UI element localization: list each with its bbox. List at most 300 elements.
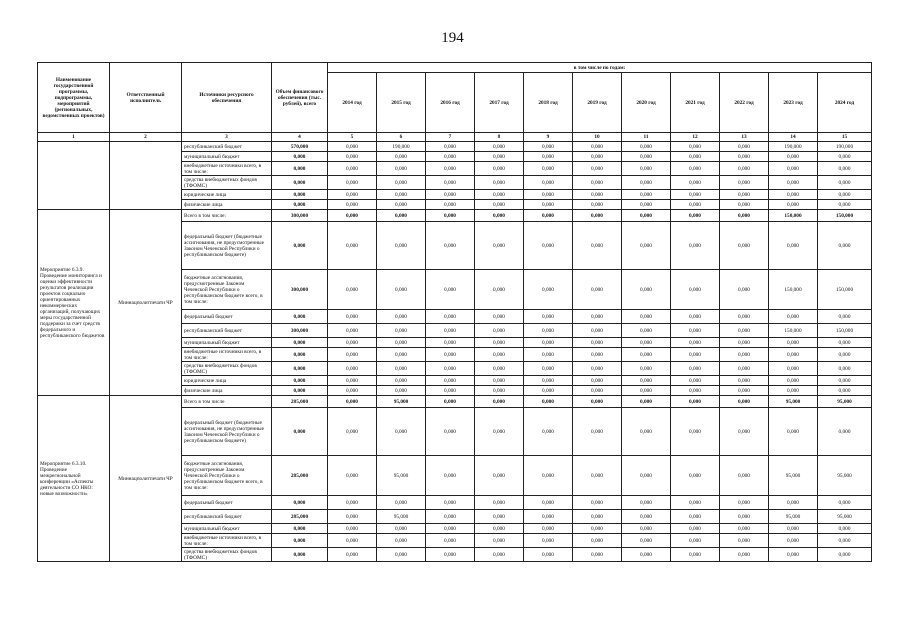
year-value-cell: 0,000	[573, 142, 622, 152]
year-value-cell: 0,000	[524, 338, 573, 348]
year-value-cell: 0,000	[769, 310, 818, 324]
table-row	[38, 142, 872, 152]
budget-table	[37, 62, 872, 562]
year-value-cell: 0,000	[573, 200, 622, 210]
year-value-cell: 0,000	[328, 310, 377, 324]
column-number: 1	[38, 133, 110, 142]
year-value-cell: 0,000	[720, 222, 769, 270]
year-value-cell: 0,000	[720, 408, 769, 456]
total-value-cell: 0,000	[272, 534, 328, 548]
year-value-cell: 0,000	[524, 270, 573, 310]
year-value-cell: 0,000	[328, 162, 377, 176]
year-value-cell: 0,000	[475, 408, 524, 456]
year-value-cell: 150,000	[818, 324, 872, 338]
year-value-cell: 0,000	[573, 162, 622, 176]
column-number: 13	[720, 133, 769, 142]
year-value-cell: 0,000	[328, 142, 377, 152]
column-number: 12	[671, 133, 720, 142]
year-value-cell: 0,000	[573, 510, 622, 524]
executor-cell: Миннацполитпечати ЧР	[110, 396, 182, 562]
year-value-cell: 0,000	[622, 338, 671, 348]
activity-name-cell	[38, 142, 110, 210]
year-value-cell: 0,000	[328, 324, 377, 338]
executor-cell	[110, 142, 182, 210]
year-value-cell: 0,000	[573, 338, 622, 348]
year-value-cell: 0,000	[769, 222, 818, 270]
year-value-cell: 0,000	[769, 162, 818, 176]
year-value-cell: 0,000	[769, 386, 818, 396]
column-number: 6	[377, 133, 426, 142]
header-name: Наименование государственной программы, подпрограммы, мероприятий (региональных, ведомственных проектов)	[38, 63, 110, 133]
source-cell: муниципальный бюджет	[182, 524, 272, 534]
year-value-cell: 150,000	[818, 210, 872, 222]
year-value-cell: 0,000	[524, 310, 573, 324]
year-value-cell: 0,000	[328, 386, 377, 396]
year-value-cell: 0,000	[426, 396, 475, 408]
year-value-cell: 0,000	[818, 338, 872, 348]
year-value-cell: 0,000	[426, 510, 475, 524]
year-value-cell: 0,000	[475, 222, 524, 270]
year-value-cell: 0,000	[377, 222, 426, 270]
year-value-cell: 0,000	[426, 222, 475, 270]
year-value-cell: 0,000	[622, 376, 671, 386]
year-value-cell: 0,000	[573, 534, 622, 548]
year-value-cell: 0,000	[475, 310, 524, 324]
year-value-cell: 0,000	[524, 496, 573, 510]
year-value-cell: 0,000	[524, 524, 573, 534]
column-number: 11	[622, 133, 671, 142]
year-value-cell: 0,000	[475, 534, 524, 548]
year-value-cell: 0,000	[720, 200, 769, 210]
year-value-cell: 0,000	[720, 548, 769, 562]
year-value-cell: 0,000	[818, 348, 872, 362]
year-value-cell: 0,000	[524, 142, 573, 152]
year-value-cell: 0,000	[426, 200, 475, 210]
year-value-cell: 0,000	[671, 338, 720, 348]
source-cell: Всего в том числе:	[182, 210, 272, 222]
source-cell: федеральный бюджет (бюджетные ассигнования, не предусмотренные Законом Чеченской Республики о республиканском бюджете)	[182, 222, 272, 270]
year-value-cell: 0,000	[622, 362, 671, 376]
year-value-cell: 0,000	[671, 548, 720, 562]
year-value-cell: 0,000	[524, 348, 573, 362]
year-value-cell: 0,000	[426, 348, 475, 362]
year-value-cell: 0,000	[377, 324, 426, 338]
year-value-cell: 0,000	[720, 176, 769, 190]
year-value-cell: 0,000	[475, 524, 524, 534]
year-value-cell: 0,000	[769, 376, 818, 386]
year-value-cell: 0,000	[475, 162, 524, 176]
year-value-cell: 0,000	[573, 456, 622, 496]
year-value-cell: 0,000	[573, 376, 622, 386]
year-value-cell: 0,000	[769, 348, 818, 362]
year-value-cell: 0,000	[573, 190, 622, 200]
year-value-cell: 0,000	[573, 408, 622, 456]
year-value-cell: 0,000	[818, 496, 872, 510]
column-number: 5	[328, 133, 377, 142]
year-value-cell: 0,000	[622, 408, 671, 456]
year-value-cell: 0,000	[622, 510, 671, 524]
total-value-cell: 300,000	[272, 324, 328, 338]
header-year: 2024 год	[818, 73, 872, 133]
total-value-cell: 570,000	[272, 142, 328, 152]
source-cell: федеральный бюджет	[182, 496, 272, 510]
total-value-cell: 0,000	[272, 162, 328, 176]
year-value-cell: 0,000	[377, 338, 426, 348]
year-value-cell: 0,000	[573, 210, 622, 222]
column-number: 10	[573, 133, 622, 142]
year-value-cell: 0,000	[622, 142, 671, 152]
year-value-cell: 0,000	[328, 548, 377, 562]
year-value-cell: 0,000	[377, 190, 426, 200]
year-value-cell: 0,000	[377, 310, 426, 324]
year-value-cell: 0,000	[475, 176, 524, 190]
total-value-cell: 285,000	[272, 456, 328, 496]
year-value-cell: 0,000	[720, 152, 769, 162]
total-value-cell: 0,000	[272, 386, 328, 396]
activity-name-cell: Мероприятие 6.3.10. Проведение межрегиональной конференции «Аспекты деятельности СО НКО: новые возможности»	[38, 396, 110, 562]
total-value-cell: 0,000	[272, 348, 328, 362]
column-number: 15	[818, 133, 872, 142]
column-number: 9	[524, 133, 573, 142]
total-value-cell: 300,000	[272, 270, 328, 310]
year-value-cell: 0,000	[377, 534, 426, 548]
source-cell: бюджетные ассигнования, предусмотренные Законом Чеченской Республики о республиканском бюджете всего, в том числе:	[182, 456, 272, 496]
total-value-cell: 0,000	[272, 190, 328, 200]
source-cell: республиканский бюджет	[182, 142, 272, 152]
column-number: 2	[110, 133, 182, 142]
year-value-cell: 0,000	[377, 524, 426, 534]
column-number: 4	[272, 133, 328, 142]
year-value-cell: 0,000	[720, 386, 769, 396]
year-value-cell: 0,000	[475, 362, 524, 376]
year-value-cell: 0,000	[573, 324, 622, 338]
header-year: 2021 год	[671, 73, 720, 133]
year-value-cell: 0,000	[671, 524, 720, 534]
year-value-cell: 0,000	[475, 396, 524, 408]
year-value-cell: 0,000	[426, 310, 475, 324]
year-value-cell: 0,000	[720, 162, 769, 176]
source-cell: внебюджетные источники всего, в том числе:	[182, 162, 272, 176]
year-value-cell: 0,000	[475, 200, 524, 210]
year-value-cell: 0,000	[622, 270, 671, 310]
year-value-cell: 0,000	[671, 152, 720, 162]
year-value-cell: 0,000	[769, 362, 818, 376]
table-row	[38, 396, 872, 408]
header-sources: Источники ресурсного обеспечения	[182, 63, 272, 133]
year-value-cell: 0,000	[475, 456, 524, 496]
year-value-cell: 0,000	[622, 152, 671, 162]
year-value-cell: 0,000	[328, 524, 377, 534]
column-number: 14	[769, 133, 818, 142]
table-row	[38, 210, 872, 222]
year-value-cell: 0,000	[720, 310, 769, 324]
year-value-cell: 0,000	[573, 396, 622, 408]
year-value-cell: 150,000	[769, 324, 818, 338]
year-value-cell: 0,000	[671, 270, 720, 310]
year-value-cell: 0,000	[818, 376, 872, 386]
year-value-cell: 0,000	[720, 142, 769, 152]
year-value-cell: 0,000	[671, 200, 720, 210]
year-value-cell: 0,000	[720, 524, 769, 534]
year-value-cell: 0,000	[377, 348, 426, 362]
header-year: 2018 год	[524, 73, 573, 133]
header-year: 2014 год	[328, 73, 377, 133]
year-value-cell: 0,000	[524, 548, 573, 562]
year-value-cell: 0,000	[377, 210, 426, 222]
year-value-cell: 0,000	[671, 310, 720, 324]
year-value-cell: 0,000	[573, 386, 622, 396]
table-body	[38, 142, 872, 562]
year-value-cell: 95,000	[818, 396, 872, 408]
year-value-cell: 0,000	[573, 310, 622, 324]
year-value-cell: 0,000	[426, 362, 475, 376]
header-year: 2017 год	[475, 73, 524, 133]
year-value-cell: 0,000	[377, 386, 426, 396]
year-value-cell: 0,000	[573, 222, 622, 270]
year-value-cell: 0,000	[671, 376, 720, 386]
year-value-cell: 0,000	[524, 362, 573, 376]
year-value-cell: 0,000	[769, 496, 818, 510]
column-numbers-row	[38, 133, 872, 142]
year-value-cell: 95,000	[377, 456, 426, 496]
year-value-cell: 0,000	[818, 524, 872, 534]
total-value-cell: 285,000	[272, 510, 328, 524]
year-value-cell: 0,000	[328, 270, 377, 310]
year-value-cell: 0,000	[671, 190, 720, 200]
year-value-cell: 0,000	[328, 510, 377, 524]
year-value-cell: 0,000	[426, 190, 475, 200]
year-value-cell: 0,000	[524, 162, 573, 176]
year-value-cell: 0,000	[426, 408, 475, 456]
source-cell: внебюджетные источники всего, в том числе:	[182, 348, 272, 362]
year-value-cell: 0,000	[328, 396, 377, 408]
year-value-cell: 0,000	[769, 338, 818, 348]
year-value-cell: 0,000	[818, 190, 872, 200]
year-value-cell: 0,000	[720, 210, 769, 222]
total-value-cell: 0,000	[272, 548, 328, 562]
year-value-cell: 0,000	[475, 270, 524, 310]
year-value-cell: 0,000	[426, 162, 475, 176]
year-value-cell: 0,000	[426, 534, 475, 548]
year-value-cell: 0,000	[475, 510, 524, 524]
year-value-cell: 0,000	[622, 496, 671, 510]
header-year: 2015 год	[377, 73, 426, 133]
total-value-cell: 0,000	[272, 524, 328, 534]
column-number: 8	[475, 133, 524, 142]
year-value-cell: 0,000	[573, 524, 622, 534]
year-value-cell: 0,000	[377, 408, 426, 456]
year-value-cell: 0,000	[377, 200, 426, 210]
year-value-cell: 0,000	[622, 190, 671, 200]
source-cell: средства внебюджетных фондов (ТФОМС)	[182, 362, 272, 376]
year-value-cell: 0,000	[573, 548, 622, 562]
year-value-cell: 0,000	[720, 338, 769, 348]
year-value-cell: 150,000	[818, 270, 872, 310]
source-cell: средства внебюджетных фондов (ТФОМС)	[182, 548, 272, 562]
header-year: 2023 год	[769, 73, 818, 133]
source-cell: бюджетные ассигнования, предусмотренные Законом Чеченской Республики о республиканском бюджете всего, в том числе:	[182, 270, 272, 310]
source-cell: Всего в том числе	[182, 396, 272, 408]
year-value-cell: 0,000	[475, 338, 524, 348]
year-value-cell: 0,000	[769, 548, 818, 562]
year-value-cell: 0,000	[671, 496, 720, 510]
year-value-cell: 0,000	[622, 324, 671, 338]
year-value-cell: 0,000	[524, 386, 573, 396]
year-value-cell: 0,000	[818, 152, 872, 162]
year-value-cell: 0,000	[671, 510, 720, 524]
year-value-cell: 0,000	[328, 210, 377, 222]
year-value-cell: 0,000	[720, 324, 769, 338]
year-value-cell: 0,000	[769, 408, 818, 456]
header-year: 2016 год	[426, 73, 475, 133]
year-value-cell: 190,000	[769, 142, 818, 152]
source-cell: федеральный бюджет	[182, 310, 272, 324]
year-value-cell: 0,000	[573, 152, 622, 162]
total-value-cell: 0,000	[272, 338, 328, 348]
year-value-cell: 0,000	[671, 408, 720, 456]
year-value-cell: 0,000	[524, 200, 573, 210]
year-value-cell: 0,000	[328, 376, 377, 386]
total-value-cell: 285,000	[272, 396, 328, 408]
year-value-cell: 0,000	[573, 496, 622, 510]
year-value-cell: 0,000	[328, 348, 377, 362]
year-value-cell: 0,000	[426, 324, 475, 338]
year-value-cell: 0,000	[769, 200, 818, 210]
year-value-cell: 0,000	[524, 222, 573, 270]
year-value-cell: 0,000	[671, 386, 720, 396]
year-value-cell: 0,000	[524, 456, 573, 496]
source-cell: юридические лица	[182, 190, 272, 200]
year-value-cell: 0,000	[769, 152, 818, 162]
year-value-cell: 0,000	[720, 376, 769, 386]
year-value-cell: 0,000	[818, 548, 872, 562]
source-cell: муниципальный бюджет	[182, 152, 272, 162]
year-value-cell: 0,000	[475, 496, 524, 510]
column-number: 7	[426, 133, 475, 142]
year-value-cell: 0,000	[475, 210, 524, 222]
year-value-cell: 0,000	[671, 396, 720, 408]
year-value-cell: 0,000	[377, 152, 426, 162]
year-value-cell: 0,000	[671, 362, 720, 376]
year-value-cell: 0,000	[426, 142, 475, 152]
total-value-cell: 0,000	[272, 496, 328, 510]
year-value-cell: 0,000	[622, 524, 671, 534]
header-year: 2019 год	[573, 73, 622, 133]
year-value-cell: 0,000	[328, 200, 377, 210]
year-value-cell: 0,000	[475, 190, 524, 200]
year-value-cell: 0,000	[524, 396, 573, 408]
year-value-cell: 0,000	[622, 310, 671, 324]
total-value-cell: 300,000	[272, 210, 328, 222]
year-value-cell: 0,000	[671, 456, 720, 496]
source-cell: республиканский бюджет	[182, 324, 272, 338]
year-value-cell: 0,000	[818, 162, 872, 176]
year-value-cell: 0,000	[720, 396, 769, 408]
year-value-cell: 0,000	[671, 176, 720, 190]
year-value-cell: 0,000	[622, 222, 671, 270]
year-value-cell: 95,000	[769, 510, 818, 524]
year-value-cell: 0,000	[573, 270, 622, 310]
year-value-cell: 0,000	[671, 222, 720, 270]
year-value-cell: 0,000	[769, 524, 818, 534]
year-value-cell: 0,000	[818, 310, 872, 324]
source-cell: федеральный бюджет (бюджетные ассигнования, не предусмотренные Законом Чеченской Республики о республиканском бюджете)	[182, 408, 272, 456]
year-value-cell: 0,000	[720, 534, 769, 548]
source-cell: физические лица	[182, 200, 272, 210]
executor-cell: Миннацполитпечати ЧР	[110, 210, 182, 396]
total-value-cell: 0,000	[272, 200, 328, 210]
year-value-cell: 0,000	[475, 142, 524, 152]
year-value-cell: 0,000	[475, 324, 524, 338]
source-cell: юридические лица	[182, 376, 272, 386]
year-value-cell: 0,000	[622, 548, 671, 562]
column-number: 3	[182, 133, 272, 142]
year-value-cell: 95,000	[769, 456, 818, 496]
year-value-cell: 150,000	[769, 270, 818, 310]
year-value-cell: 0,000	[524, 534, 573, 548]
year-value-cell: 0,000	[377, 176, 426, 190]
year-value-cell: 0,000	[573, 176, 622, 190]
year-value-cell: 0,000	[524, 510, 573, 524]
year-value-cell: 0,000	[720, 510, 769, 524]
year-value-cell: 0,000	[328, 534, 377, 548]
header-year: 2022 год	[720, 73, 769, 133]
year-value-cell: 0,000	[524, 376, 573, 386]
year-value-cell: 95,000	[377, 510, 426, 524]
year-value-cell: 0,000	[671, 534, 720, 548]
year-value-cell: 190,000	[818, 142, 872, 152]
year-value-cell: 0,000	[328, 338, 377, 348]
year-value-cell: 0,000	[328, 152, 377, 162]
year-value-cell: 0,000	[671, 210, 720, 222]
year-value-cell: 0,000	[622, 176, 671, 190]
year-value-cell: 0,000	[426, 496, 475, 510]
year-value-cell: 0,000	[818, 362, 872, 376]
year-value-cell: 0,000	[769, 534, 818, 548]
year-value-cell: 0,000	[328, 222, 377, 270]
year-value-cell: 0,000	[720, 362, 769, 376]
header-year: 2020 год	[622, 73, 671, 133]
source-cell: физические лица	[182, 386, 272, 396]
source-cell: республиканский бюджет	[182, 510, 272, 524]
year-value-cell: 95,000	[818, 456, 872, 496]
year-value-cell: 95,000	[769, 396, 818, 408]
year-value-cell: 0,000	[426, 176, 475, 190]
year-value-cell: 0,000	[524, 408, 573, 456]
header-executor: Ответственный исполнитель	[110, 63, 182, 133]
header-years-group: в том числе по годам:	[328, 63, 872, 73]
year-value-cell: 150,000	[769, 210, 818, 222]
year-value-cell: 0,000	[377, 376, 426, 386]
year-value-cell: 0,000	[328, 456, 377, 496]
year-value-cell: 0,000	[671, 162, 720, 176]
total-value-cell: 0,000	[272, 152, 328, 162]
year-value-cell: 190,000	[377, 142, 426, 152]
year-value-cell: 0,000	[671, 324, 720, 338]
year-value-cell: 0,000	[818, 176, 872, 190]
year-value-cell: 0,000	[426, 210, 475, 222]
year-value-cell: 0,000	[818, 222, 872, 270]
year-value-cell: 0,000	[671, 348, 720, 362]
year-value-cell: 0,000	[720, 190, 769, 200]
year-value-cell: 0,000	[622, 396, 671, 408]
year-value-cell: 0,000	[524, 152, 573, 162]
header-volume: Объем финансового обеспечения (тыс. рублей), всего	[272, 63, 328, 133]
year-value-cell: 0,000	[769, 176, 818, 190]
year-value-cell: 95,000	[377, 396, 426, 408]
total-value-cell: 0,000	[272, 362, 328, 376]
year-value-cell: 0,000	[818, 534, 872, 548]
